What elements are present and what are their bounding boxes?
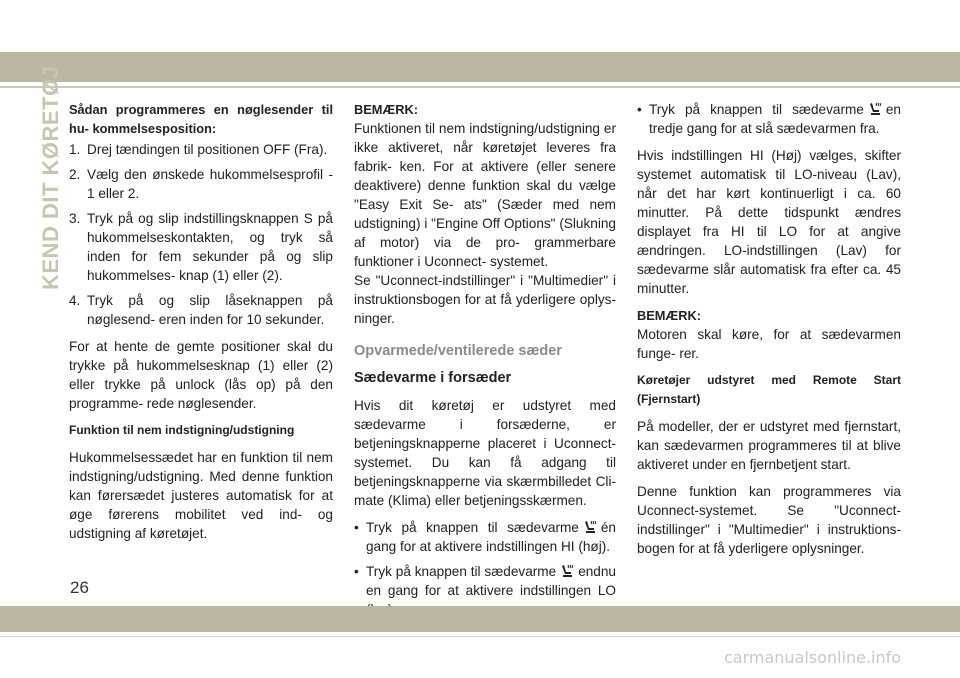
note-text: Motoren skal køre, for at sædevarmen funge- rer. [637, 327, 901, 361]
steps-list [69, 140, 333, 329]
note-text: Funktionen til nem indstigning/udstigning er ikke aktiveret, når køretøjet leveres fra fabrik- ken. For at aktivere (eller senere deaktivere) denne funktion skal du vælge "Easy Exit Se- ats" (Sæder med nem udstigning) i "Engine Off Options" (Slukning af motor) via de pro- grammerbare funktioner i Uconnect- systemet. [354, 121, 616, 269]
bullet-list [354, 518, 616, 619]
bullet-dot: • [354, 520, 359, 535]
step-text: Tryk på og slip låseknappen på nøglesend- eren inden for 10 sekunder. [87, 293, 333, 327]
bullet-text: én gang for at aktivere indstillingen HI (høj). [366, 520, 616, 554]
seat-heater-icon [867, 102, 883, 116]
bullet-text: en tredje gang for at slå sædevarmen fra. [649, 102, 901, 136]
page-number: 26 [70, 578, 89, 597]
header-rule [0, 86, 960, 88]
body-paragraph: For at hente de gemte positioner skal du trykke på hukommelsesknap (1) eller (2) eller trykke på unlock (lås op) på den programme- rede nøglesender. [69, 339, 333, 411]
note-label: BEMÆRK: [354, 102, 418, 117]
list-item [637, 100, 901, 138]
step-number: 3. [69, 211, 81, 226]
note-label: BEMÆRK: [637, 308, 701, 323]
bullet-dot: • [637, 102, 642, 117]
step-text: Tryk på og slip indstillingsknappen S på hukommelseskontakten, og tryk så inden for fem sekunder på og slip hukommelses- knap (1) eller (2). [87, 211, 333, 283]
column-3 [637, 100, 901, 566]
bullet-text: Tryk på knappen til sædevarme [366, 520, 579, 535]
step-text: Drej tændingen til positionen OFF (Fra). [87, 142, 328, 157]
body-paragraph: På modeller, der er udstyret med fjernstart, kan sædevarmen programmeres til at blive aktiveret under en fjernbetjent start. [637, 419, 901, 472]
step-number: 2. [69, 167, 81, 182]
seat-heater-icon [559, 564, 575, 578]
bullet-text: endnu en gang for at aktivere indstillingen LO [366, 564, 616, 598]
sub-title: Sædevarme i forsæder [354, 370, 512, 386]
list-item [69, 209, 333, 285]
list-item [354, 518, 616, 556]
footer-rule [0, 636, 960, 637]
body-paragraph: Hvis dit køretøj er udstyret med sædevarme i forsæderne, er betjeningsknapperne placeret i Uconnect-systemet. Du kan få adgang til betjeningsknapperne via skærmbilledet Cli- mate (Klima) eller betjeningsskærmen. [354, 398, 616, 508]
list-item [69, 291, 333, 329]
body-paragraph: Hvis indstillingen HI (Høj) vælges, skifter systemet automatisk til LO-niveau (Lav), når det har kørt kontinuerligt i ca. 60 minutter. På dette tidspunkt ændres displayet fra HI til LO for at angive ændringen. LO-indstillingen (Lav) for sædevarme slår automatisk fra efter ca. 45 minutter. [637, 148, 901, 296]
body-paragraph: Hukommelsessædet har en funktion til nem indstigning/udstigning. Med denne funktion kan førersædet justeres automatisk for at øge førerens mobilitet ved ind- og udstigning af køretøjet. [69, 450, 333, 541]
subheading: Funktion til nem indstigning/udstigning [69, 423, 295, 437]
bullet-text: Tryk på knappen til sædevarme [366, 564, 557, 579]
body-paragraph: Denne funktion kan programmeres via Uconnect-systemet. Se "Uconnect- indstillinger" i "Multimedier" i instruktions- bogen for at få yderligere oplysninger. [637, 484, 901, 556]
list-item [69, 140, 333, 159]
section-heading: Sådan programmeres en nøglesender til hu- kommelsesposition: [69, 102, 333, 136]
step-number: 1. [69, 142, 81, 157]
bullet-list [637, 100, 901, 138]
watermark: carmanualsonline.info [724, 648, 902, 667]
note-text: Se "Uconnect-indstillinger" i "Multimedier" i instruktionsbogen for at få yderligere oplys- ninger. [354, 273, 616, 326]
list-item [69, 165, 333, 203]
bullet-dot: • [354, 564, 359, 579]
column-1 [69, 100, 333, 551]
section-title: Opvarmede/ventilerede sæder [354, 343, 562, 359]
footer-band [0, 606, 960, 632]
side-chapter-title [38, 65, 63, 300]
column-2 [354, 100, 616, 627]
subheading: Køretøjer udstyret med Remote Start (Fjernstart) [637, 373, 901, 406]
step-text: Vælg den ønskede hukommelsesprofil - 1 eller 2. [87, 167, 333, 201]
bullet-text: Tryk på knappen til sædevarme [649, 102, 864, 117]
step-number: 4. [69, 293, 81, 308]
side-chapter-title-text: KEND DIT KØRETØJ [38, 65, 63, 290]
header-band [0, 52, 960, 82]
seat-heater-icon [582, 520, 598, 534]
